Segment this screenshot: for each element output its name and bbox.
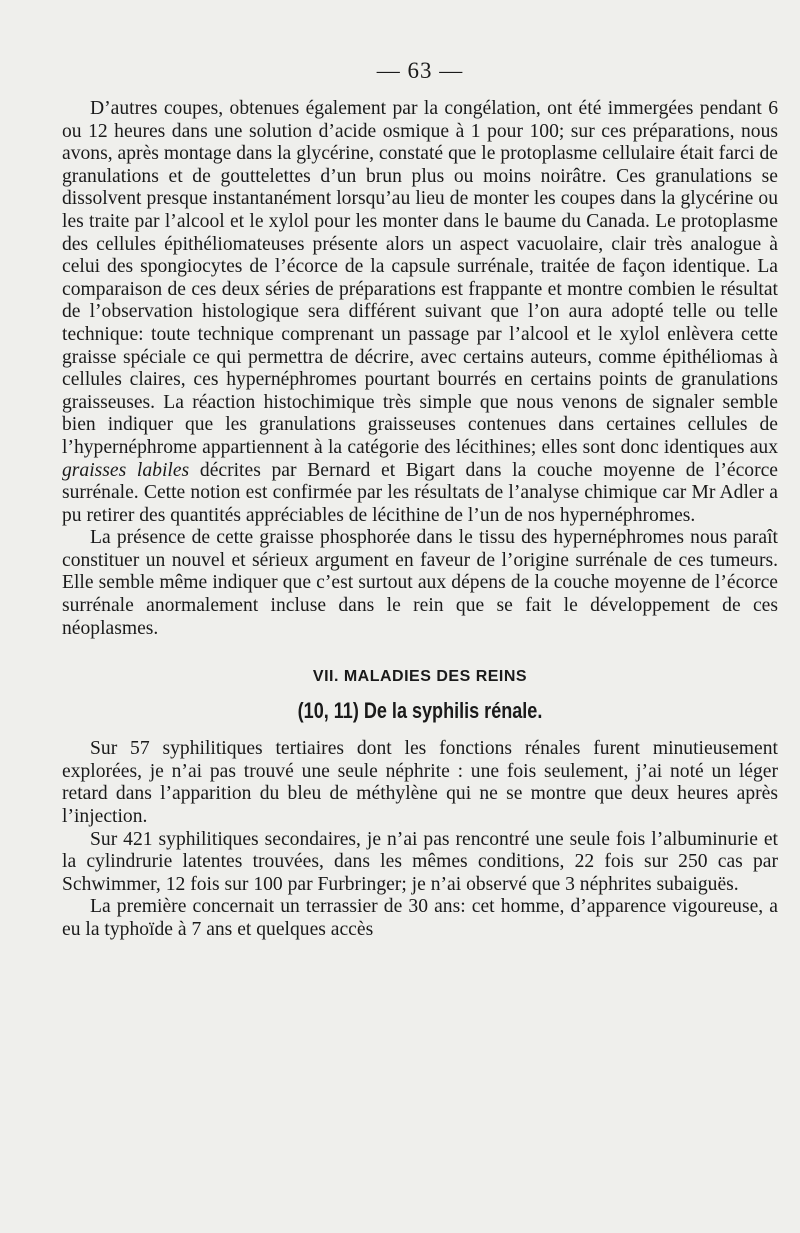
paragraph-osmic-acid: [62, 98, 778, 527]
paragraph-text: D’autres coupes, obtenues également par la congélation, ont été immergées pendant 6 ou 12 heures dans une solution d’acide osmique à 1 pour 100; sur ces préparations, nous avons, après montage dans la glycérine, constaté que le protoplasme cellulaire était farci de granulations et de gouttelettes d’un brun plus ou moins noirâtre. Ces granulations se dissolvent presque instantanément lorsqu’au lieu de monter les coupes dans la glycérine ou les traite par l’alcool et le xylol pour les monter dans le baume du Canada. Le protoplasme des cellules épithéliomateuses présente alors un aspect vacuolaire, clair très analogue à celui des spongiocytes de l’écorce de la capsule surrénale, traitée de façon identique. La comparaison de ces deux séries de préparations est frappante et montre combien le résultat de l’observation histologique sera différent suivant que l’on aura adopté telle ou telle technique: toute technique comprenant un passage par l’alcool et le xylol enlèvera cette graisse spéciale ce qui permettra de décrire, avec certains auteurs, comme épithéliomas à cellules claires, ces hypernéphromes pourtant bourrés en certains points de granulations graisseuses. La réaction histochimique très simple que nous venons de signaler semble bien indiquer que les granulations graisseuses contenues dans certaines cellules de l’hypernéphrome appartiennent à la catégorie des lécithines; elles sont donc identiques aux: [62, 98, 778, 458]
sub-heading: (10, 11) De la syphilis rénale.: [297, 698, 543, 724]
section-heading: VII. MALADIES DES REINS: [312, 668, 528, 686]
paragraph-text-continued: décrites par Bernard et Bigart dans la couche moyenne de l’écorce surrénale. Cette notion est confirmée par les résultats de l’analyse chimique car Mr Adler a pu retirer des quantités appréciables de lécithine de l’un de nos hypernéphromes.: [62, 459, 778, 526]
italic-term: graisses labiles: [62, 459, 190, 481]
paragraph-first-case: La première concernait un terrassier de 30 ans: cet homme, d’apparence vigoureuse, a eu la typhoïde à 7 ans et quelques accès: [62, 896, 778, 940]
paragraph-tertiary: Sur 57 syphilitiques tertiaires dont les fonctions rénales furent minutieusement explorées, je n’ai pas trouvé une seule néphrite : une fois seulement, j’ai noté un léger retard dans l’apparition du bleu de méthylène qui ne se montre que deux heures après l’injection.: [62, 738, 778, 828]
page-number: — 63 —: [376, 58, 464, 83]
paragraph-phosphorus-fat: La présence de cette graisse phosphorée dans le tissu des hypernéphromes nous paraît constituer un nouvel et sérieux argument en faveur de l’origine surrénale de ces tumeurs. Elle semble même indiquer que c’est surtout aux dépens de la couche moyenne de l’écorce surrénale anormalement incluse dans le rein que se fait le développement de ces néoplasmes.: [62, 527, 778, 639]
paragraph-secondary: Sur 421 syphilitiques secondaires, je n’ai pas rencontré une seule fois l’albuminurie et la cylindrurie latentes trouvées, dans les mêmes conditions, 22 fois sur 250 cas par Schwimmer, 12 fois sur 100 par Furbringer; je n’ai observé que 3 néphrites subaiguës.: [62, 828, 778, 895]
